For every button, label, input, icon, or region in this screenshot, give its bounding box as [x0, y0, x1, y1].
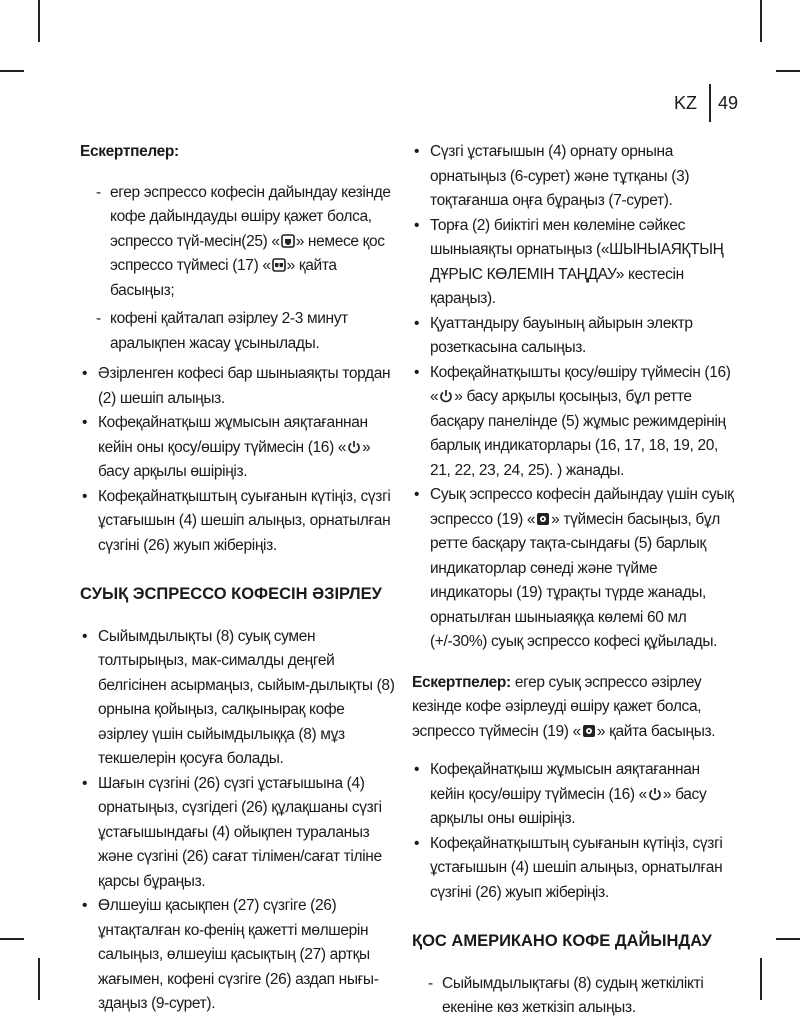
list-item: - кофені қайталап әзірлеу 2-3 минут аралықпен жасау ұсынылады.: [80, 307, 398, 356]
list-item: • Сүзгі ұстағышын (4) орнату орнына орнатыңыз (6-сурет) және тұтқаны (3) тоқтағанша оңға бұраңыз (7-сурет).: [412, 140, 737, 214]
crop-mark: [760, 0, 762, 42]
bullet-list: [80, 625, 398, 1017]
list-item: • Өлшеуіш қасықпен (27) сүзгіге (26) ұнтақталған ко-фенің қажетті мөлшерін салыңыз, өлшеуіш қасықтың (27) артқы жағымен, кофені сүзгіге (26) аздап нығы-здаңыз (9-сурет).: [80, 894, 398, 1017]
note-paragraph: Ескертпелер: егер суық эспрессо әзірлеу кезінде кофе әзірлеуді өшіру қажет болса, эспрессо түймесін (19) « » қайта басыңыз.: [412, 673, 716, 740]
bullet-list: [412, 758, 737, 905]
dash-list: [412, 972, 737, 1021]
list-item: - Сыйымдылықтағы (8) судың жеткілікті екеніне көз жеткізіп алыңыз.: [412, 972, 737, 1021]
crop-mark: [38, 958, 40, 1000]
left-column: [80, 140, 398, 1017]
power-icon: [648, 787, 662, 801]
section-heading: ҚОС АМЕРИКАНО КОФЕ ДАЙЫНДАУ: [412, 932, 712, 950]
header-divider: [709, 84, 711, 122]
right-column: [412, 140, 737, 1021]
crop-mark: [776, 70, 800, 72]
list-item: • Әзірленген кофесі бар шыныаяқты тордан (2) шешіп алыңыз.: [80, 362, 398, 411]
espresso-cup-icon: [281, 234, 295, 248]
crop-mark: [38, 0, 40, 42]
list-item: • Кофеқайнатқыш жұмысын аяқтағаннан кейін оны қосу/өшіру түймесін (16) « » басу арқылы өшіріңіз.: [80, 411, 398, 485]
notes-title: Ескертпелер:: [80, 143, 179, 160]
double-espresso-icon: [272, 258, 286, 272]
list-item: • Кофеқайнатқыш жұмысын аяқтағаннан кейін қосу/өшіру түймесін (16) « » басу арқылы оны өшіріңіз.: [412, 758, 737, 832]
bullet-list: [80, 362, 398, 558]
note-label: Ескертпелер:: [412, 673, 511, 691]
page-number: 49: [717, 92, 738, 113]
crop-mark: [760, 958, 762, 1000]
list-item: • Шағын сүзгіні (26) сүзгі ұстағышына (4) орнатыңыз, сүзгідегі (26) құлақшаны сүзгі ұстағышындағы (4) ойықпен тураланыз және сүзгіні (26) сағат тілімен/сағат тіліне қарсы бұраңыз.: [80, 772, 398, 895]
crop-mark: [0, 938, 24, 940]
list-item: • Қуаттандыру бауының айырын электр розеткасына салыңыз.: [412, 312, 737, 361]
list-item: • Кофеқайнатқыштың суығанын күтіңіз, сүзгі ұстағышын (4) шешіп алыңыз, орнатылған сүзгіні (26) жуып жіберіңіз.: [80, 485, 398, 559]
bullet-list: [412, 140, 737, 655]
power-icon: [347, 440, 361, 454]
list-item: • Суық эспрессо кофесін дайындау үшін суық эспрессо (19) « » түймесін басыңыз, бұл ретте басқару тақта-сындағы (5) барлық индикаторлар сөнеді және түйме индикаторы (19) тұрақты түрде жанады, орнатылған шыныаяққа көлемі 60 мл (+/-30%) суық эспрессо кофесі құйылады.: [412, 483, 737, 655]
section-heading: СУЫҚ ЭСПРЕССО КОФЕСІН ӘЗІРЛЕУ: [80, 585, 382, 603]
crop-mark: [0, 70, 24, 72]
page-header: [674, 84, 738, 122]
notes-list: [80, 181, 398, 357]
language-code: KZ: [673, 92, 697, 113]
cold-espresso-icon: [582, 724, 596, 738]
list-item: - егер эспрессо кофесін дайындау кезінде кофе дайындауды өшіру қажет болса, эспрессо түй-месін(25) « » немесе қос эспрессо түймесі (17) « » қайта басыңыз;: [80, 181, 398, 304]
cold-espresso-icon: [536, 512, 550, 526]
list-item: • Кофеқайнатқышты қосу/өшіру түймесін (16) « » басу арқылы қосыңыз, бұл ретте басқару панелінде (5) жұмыс режимдерінің барлық индикаторлары (16, 17, 18, 19, 20, 21, 22, 23, 24, 25). ) жанады.: [412, 361, 737, 484]
list-item: • Торға (2) биіктігі мен көлеміне сәйкес шыныаяқты орнатыңыз («ШЫНЫАЯҚТЫҢ ДҰРЫС КӨЛЕМІН ТАҢДАУ» кестесін қараңыз).: [412, 214, 737, 312]
list-item: • Сыйымдылықты (8) суық сумен толтырыңыз, мак-сималды деңгей белгісінен асырмаңыз, сыйым-дылықты (8) орнына қойыңыз, салқынырақ кофе әзірлеу үшін сыйымдылыққа (8) мұз текшелерін қосуға болады.: [80, 625, 398, 772]
list-item: • Кофеқайнатқыштың суығанын күтіңіз, сүзгі ұстағышын (4) шешіп алыңыз, орнатылған сүзгіні (26) жуып жіберіңіз.: [412, 832, 737, 906]
crop-mark: [776, 938, 800, 940]
power-icon: [439, 389, 453, 403]
